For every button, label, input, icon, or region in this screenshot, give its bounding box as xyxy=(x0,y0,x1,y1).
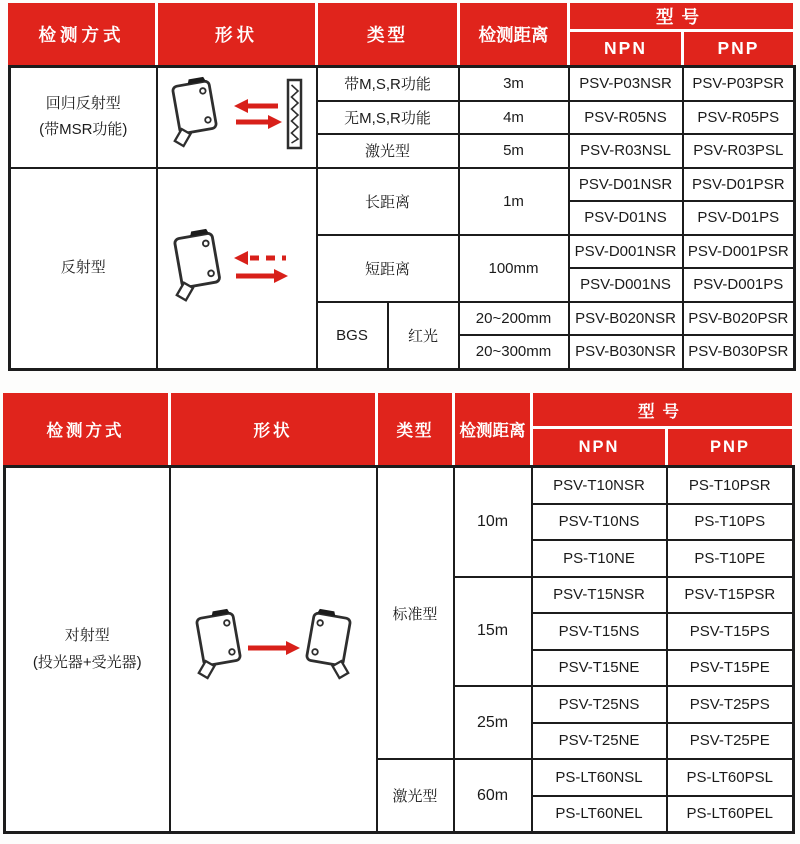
npn-model-cell: PSV-B020NSR xyxy=(569,302,683,336)
pnp-model-cell: PSV-D01PSR xyxy=(683,168,795,202)
npn-model-cell: PSV-R03NSL xyxy=(569,134,683,168)
npn-model-cell: PS-T10NE xyxy=(532,540,667,577)
t1-header-type: 类型 xyxy=(315,3,457,65)
pnp-model-cell: PS-T10PS xyxy=(667,504,794,541)
distance-cell: 20~200mm xyxy=(459,302,569,336)
t2-header-method: 检测方式 xyxy=(3,393,168,465)
pnp-model-cell: PS-LT60PEL xyxy=(667,796,794,833)
npn-model-cell: PSV-T25NE xyxy=(532,723,667,760)
npn-model-cell: PSV-T15NE xyxy=(532,650,667,687)
npn-model-cell: PSV-D01NS xyxy=(569,201,683,235)
t2-header-shape: 形状 xyxy=(168,393,375,465)
table-reflective-sensors xyxy=(8,3,793,371)
distance-cell: 25m xyxy=(454,686,532,759)
shape-cell xyxy=(170,467,377,833)
diffuse-reflective-diagram xyxy=(158,220,316,316)
t1-header-distance: 检测距离 xyxy=(457,3,567,65)
t1-header-method: 检测方式 xyxy=(8,3,155,65)
pnp-model-cell: PSV-T15PSR xyxy=(667,577,794,614)
method-cell: 反射型 xyxy=(10,168,157,370)
arrow-right-icon xyxy=(248,641,300,655)
distance-cell: 10m xyxy=(454,467,532,577)
t1-header-model xyxy=(567,3,793,65)
npn-model-cell: PS-LT60NEL xyxy=(532,796,667,833)
table-row xyxy=(10,168,795,202)
pnp-model-cell: PSV-D001PSR xyxy=(683,235,795,269)
distance-cell: 3m xyxy=(459,67,569,101)
npn-model-cell: PSV-T10NSR xyxy=(532,467,667,504)
npn-model-cell: PSV-T25NS xyxy=(532,686,667,723)
method-cell: 对射型 (投光器+受光器) xyxy=(5,467,170,833)
pnp-model-cell: PSV-B020PSR xyxy=(683,302,795,336)
arrow-right-icon xyxy=(236,269,288,283)
pnp-model-cell: PSV-B030PSR xyxy=(683,335,795,369)
npn-model-cell: PSV-P03NSR xyxy=(569,67,683,101)
table-row xyxy=(5,467,794,504)
npn-model-cell: PSV-D001NS xyxy=(569,268,683,302)
receiver-sensor-icon xyxy=(304,608,358,679)
t1-header-model-label: 型号 xyxy=(570,3,793,32)
type-cell: 无M,S,R功能 xyxy=(317,101,459,135)
retro-reflective-diagram xyxy=(158,72,316,162)
distance-cell: 5m xyxy=(459,134,569,168)
table-row xyxy=(10,67,795,101)
type-cell: 红光 xyxy=(388,302,459,370)
t2-header-pnp: PNP xyxy=(665,429,792,465)
npn-model-cell: PSV-B030NSR xyxy=(569,335,683,369)
table-through-beam-sensors xyxy=(3,393,792,834)
type-cell: BGS xyxy=(317,302,388,370)
table2-body xyxy=(3,465,795,834)
type-cell: 标准型 xyxy=(377,467,454,760)
t1-header-npn: NPN xyxy=(604,38,647,58)
shape-cell xyxy=(157,168,317,370)
npn-model-cell: PSV-T15NSR xyxy=(532,577,667,614)
t2-header-distance: 检测距离 xyxy=(452,393,530,465)
pnp-model-cell: PSV-T15PE xyxy=(667,650,794,687)
pnp-model-cell: PS-LT60PSL xyxy=(667,759,794,796)
t2-header-model xyxy=(530,393,792,465)
pnp-model-cell: PSV-P03PSR xyxy=(683,67,795,101)
npn-model-cell: PSV-T10NS xyxy=(532,504,667,541)
emitter-sensor-icon xyxy=(188,608,242,679)
pnp-model-cell: PSV-R05PS xyxy=(683,101,795,135)
table1-body xyxy=(8,65,796,371)
npn-model-cell: PSV-D001NSR xyxy=(569,235,683,269)
t2-header-type: 类型 xyxy=(375,393,452,465)
distance-cell: 20~300mm xyxy=(459,335,569,369)
distance-cell: 4m xyxy=(459,101,569,135)
arrow-left-dashed-icon xyxy=(234,251,286,265)
t2-header-npn: NPN xyxy=(578,437,620,456)
t2-header-model-label: 型号 xyxy=(533,393,792,429)
pnp-model-cell: PSV-T15PS xyxy=(667,613,794,650)
pnp-model-cell: PSV-T25PE xyxy=(667,723,794,760)
method-cell: 回归反射型 (带MSR功能) xyxy=(10,67,157,168)
type-cell: 激光型 xyxy=(317,134,459,168)
sensor-icon xyxy=(166,228,222,302)
distance-cell: 100mm xyxy=(459,235,569,302)
type-cell: 短距离 xyxy=(317,235,459,302)
table1-header xyxy=(8,3,793,65)
type-cell: 长距离 xyxy=(317,168,459,235)
t1-header-shape: 形状 xyxy=(155,3,315,65)
sensor-icon xyxy=(164,76,218,147)
pnp-model-cell: PS-T10PE xyxy=(667,540,794,577)
npn-model-cell: PSV-T15NS xyxy=(532,613,667,650)
distance-cell: 60m xyxy=(454,759,532,833)
npn-model-cell: PSV-D01NSR xyxy=(569,168,683,202)
pnp-model-cell: PSV-T25PS xyxy=(667,686,794,723)
reflector-icon xyxy=(288,80,301,148)
arrow-left-icon xyxy=(234,99,278,113)
distance-cell: 15m xyxy=(454,577,532,687)
type-cell: 带M,S,R功能 xyxy=(317,67,459,101)
npn-model-cell: PSV-R05NS xyxy=(569,101,683,135)
distance-cell: 1m xyxy=(459,168,569,235)
t1-header-pnp: PNP xyxy=(681,32,793,65)
through-beam-diagram xyxy=(171,602,376,698)
shape-cell xyxy=(157,67,317,168)
table2-header xyxy=(3,393,792,465)
npn-model-cell: PS-LT60NSL xyxy=(532,759,667,796)
pnp-model-cell: PSV-D01PS xyxy=(683,201,795,235)
pnp-model-cell: PS-T10PSR xyxy=(667,467,794,504)
pnp-model-cell: PSV-D001PS xyxy=(683,268,795,302)
arrow-right-icon xyxy=(236,115,282,129)
pnp-model-cell: PSV-R03PSL xyxy=(683,134,795,168)
type-cell: 激光型 xyxy=(377,759,454,833)
